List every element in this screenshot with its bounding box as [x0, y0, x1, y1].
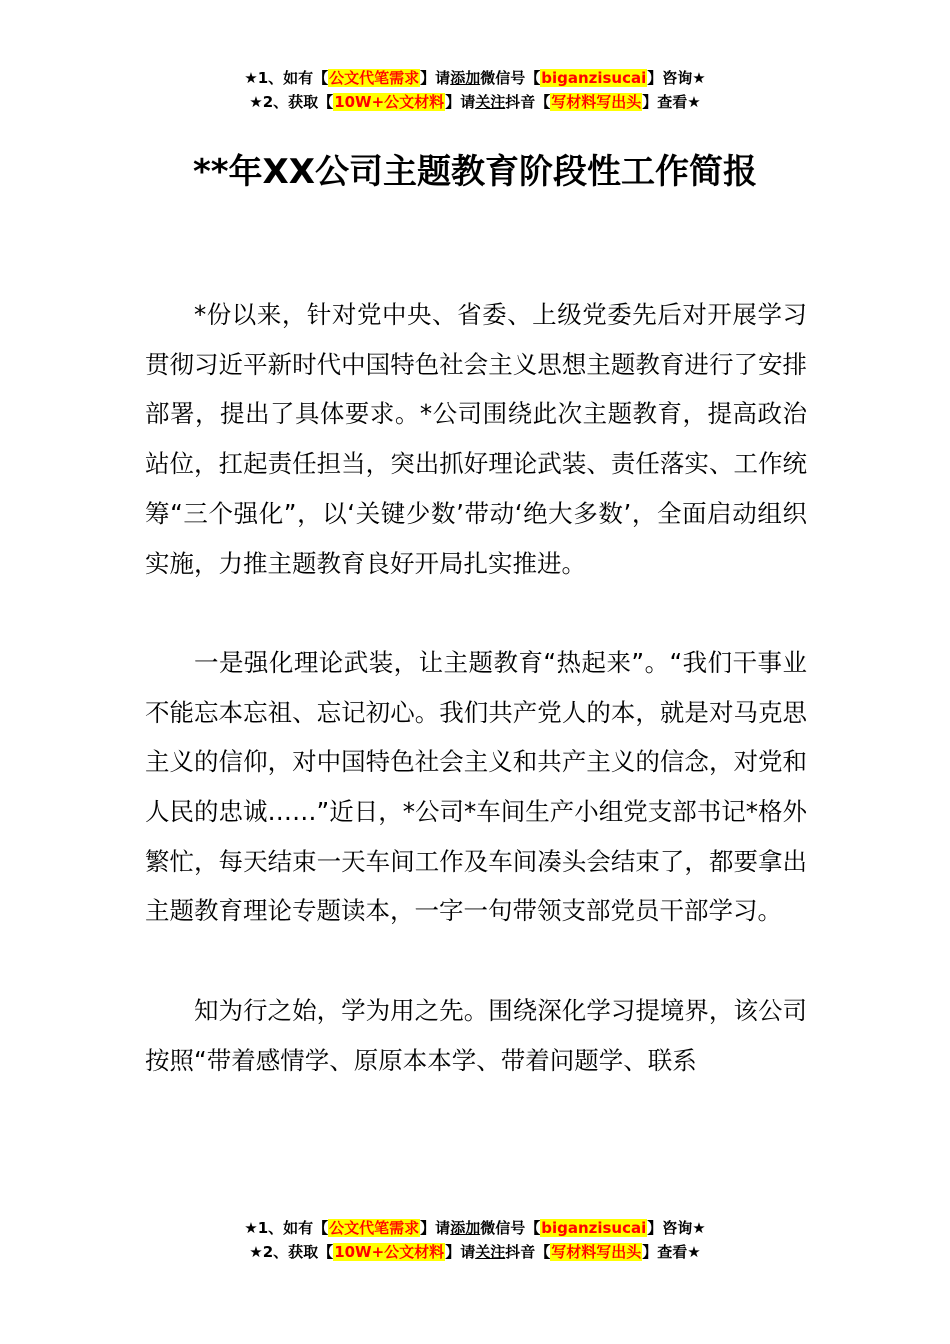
promo-highlight: 写材料写出头 [551, 93, 642, 111]
promo-highlight: 10W+公文材料 [334, 93, 445, 111]
promo-underline: 关注 [475, 1243, 506, 1261]
promo-highlight: 10W+公文材料 [334, 1243, 445, 1261]
promo-text: 微信号【 [480, 1219, 541, 1237]
promo-text: 抖音【 [505, 1243, 551, 1261]
promo-text: 】请 [420, 69, 451, 87]
promo-line-2 [0, 1240, 950, 1264]
promo-highlight: 公文代笔需求 [329, 1219, 420, 1237]
promo-line-2 [0, 90, 950, 114]
promo-text: 】查看★ [642, 1243, 701, 1261]
document-body [145, 290, 807, 1135]
promo-text: 】查看★ [642, 93, 701, 111]
promo-underline: 关注 [475, 93, 506, 111]
promo-text: 】请 [445, 93, 476, 111]
promo-text: 】请 [445, 1243, 476, 1261]
promo-highlight: biganzisucai [541, 69, 647, 87]
promo-highlight: biganzisucai [541, 1219, 647, 1237]
promo-highlight: 公文代笔需求 [329, 69, 420, 87]
promo-text: ★2、获取【 [249, 93, 334, 111]
promo-line-1 [0, 66, 950, 90]
promo-underline: 添加 [450, 1219, 481, 1237]
promo-text: 】咨询★ [647, 69, 706, 87]
promo-text: 微信号【 [480, 69, 541, 87]
paragraph: 一是强化理论武装，让主题教育“热起来”。“我们干事业不能忘本忘祖、忘记初心。我们共产党人的本，就是对马克思主义的信仰，对中国特色社会主义和共产主义的信念，对党和人民的忠诚……”近日，*公司*车间生产小组党支部书记*格外繁忙，每天结束一天车间工作及车间凑头会结束了，都要拿出主题教育理论专题读本，一字一句带领支部党员干部学习。 [145, 647, 807, 926]
paragraph: *份以来，针对党中央、省委、上级党委先后对开展学习贯彻习近平新时代中国特色社会主义思想主题教育进行了安排部署，提出了具体要求。*公司围绕此次主题教育，提高政治站位，扛起责任担当，突出抓好理论武装、责任落实、工作统筹“三个强化”，以‘关键少数’带动‘绝大多数’，全面启动组织实施，力推主题教育良好开局扎实推进。 [145, 300, 807, 578]
promo-line-1 [0, 1216, 950, 1240]
promo-text: ★1、如有【 [244, 1219, 329, 1237]
promo-banner-bottom [0, 1216, 950, 1264]
paragraph: 知为行之始，学为用之先。围绕深化学习提境界，该公司按照“带着感情学、原原本本学、带着问题学、联系 [145, 995, 807, 1075]
promo-text: 抖音【 [505, 93, 551, 111]
document-title: **年XX公司主题教育阶段性工作简报 [193, 152, 757, 192]
promo-text: 】请 [420, 1219, 451, 1237]
promo-highlight: 写材料写出头 [551, 1243, 642, 1261]
promo-banner-top [0, 66, 950, 114]
promo-text: ★2、获取【 [249, 1243, 334, 1261]
promo-text: ★1、如有【 [244, 69, 329, 87]
promo-underline: 添加 [450, 69, 481, 87]
promo-text: 】咨询★ [647, 1219, 706, 1237]
